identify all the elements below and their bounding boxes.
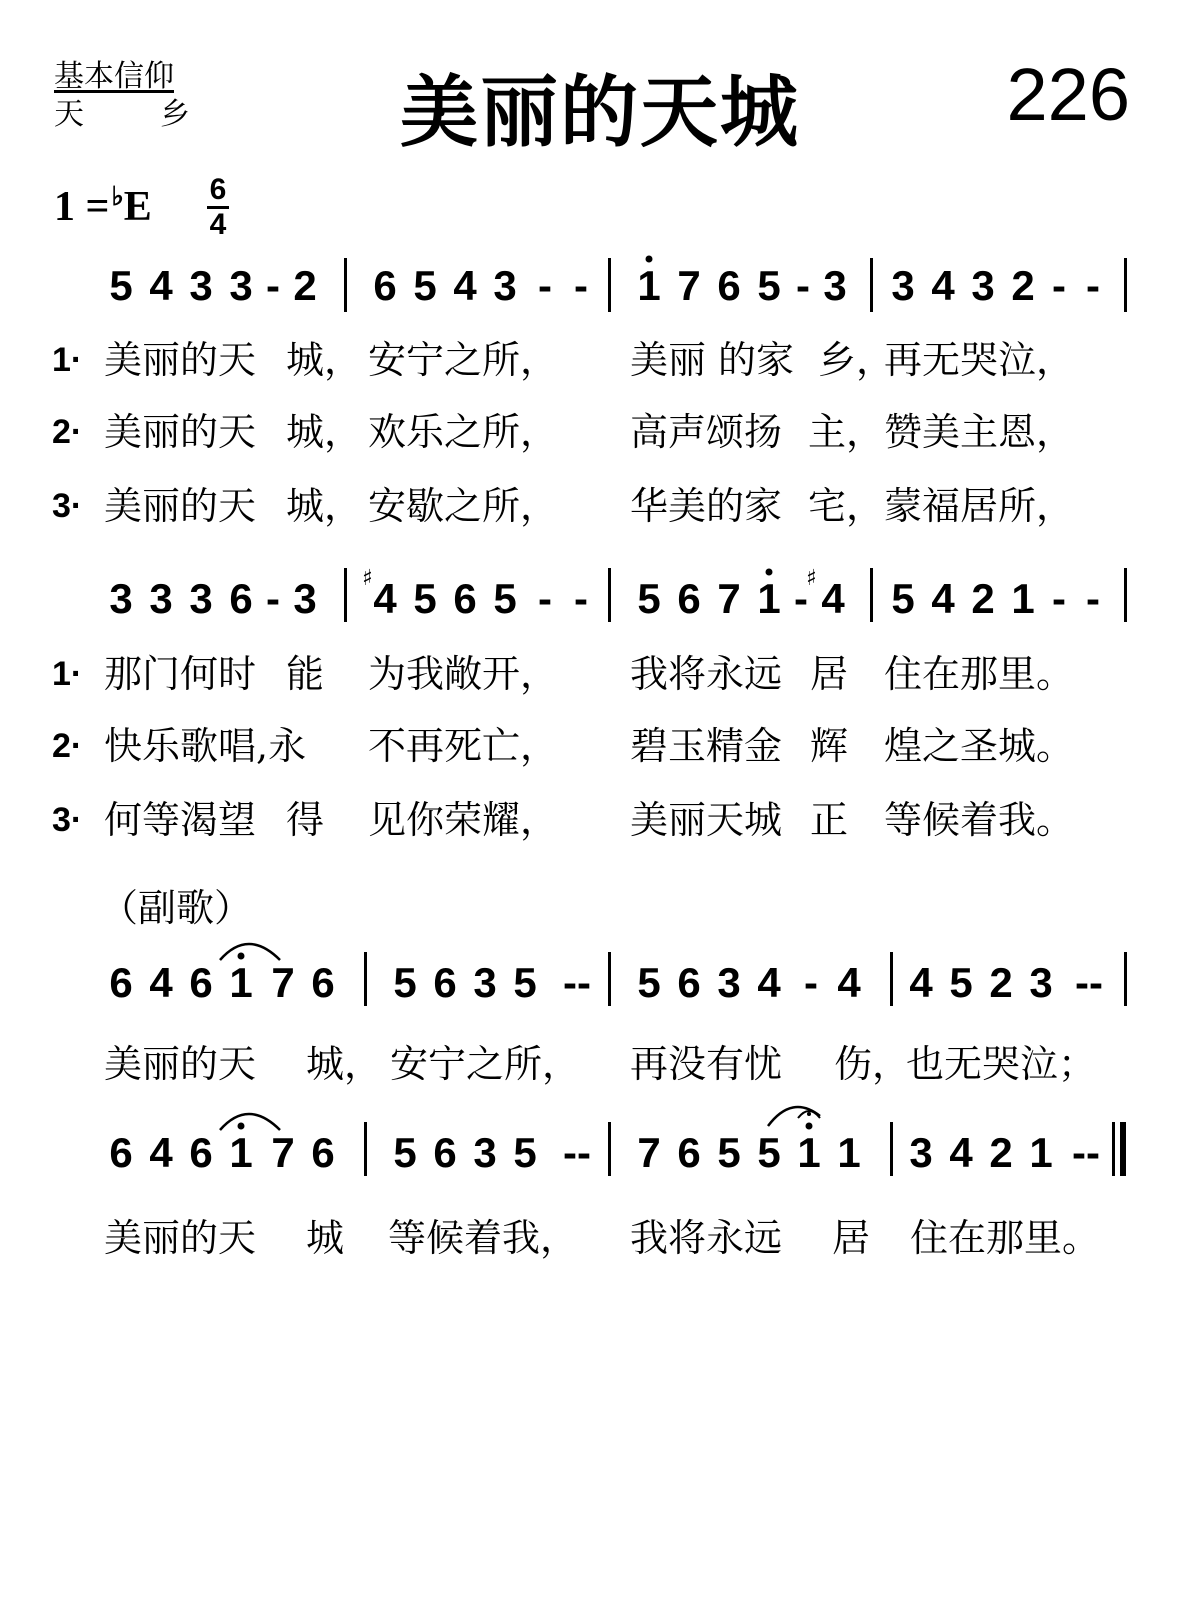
dash: - — [1052, 262, 1066, 309]
note: 4 — [373, 575, 397, 622]
note: 6 — [311, 959, 335, 1006]
lyric: 赞美主恩， — [884, 410, 1075, 454]
time-signature-bottom: 4 — [209, 208, 227, 241]
note: 5 — [717, 1129, 741, 1176]
note: 5 — [109, 262, 133, 309]
verse-number: 2· — [52, 413, 83, 451]
lyric: 等候着我。 — [884, 798, 1075, 842]
note: 7 — [271, 1129, 295, 1176]
dash: - — [538, 575, 552, 622]
lyric: 我将永远 — [630, 652, 783, 696]
note: 6 — [189, 959, 213, 1006]
note: 5 — [949, 959, 973, 1006]
dash: -- — [1075, 959, 1103, 1006]
note: 6 — [717, 262, 741, 309]
note: 4 — [757, 959, 781, 1006]
note: 5 — [393, 1129, 417, 1176]
note: 5 — [413, 575, 437, 622]
lyric: 再无哭泣， — [884, 338, 1075, 382]
lyric: 我将永远 — [630, 1216, 783, 1260]
note: 5 — [513, 1129, 537, 1176]
note: 3 — [473, 959, 497, 1006]
sharp-sign: ♯ — [362, 566, 373, 591]
note: 2 — [989, 1129, 1013, 1176]
lyric: 何等渴望 — [104, 798, 257, 842]
note: 2 — [971, 575, 995, 622]
lyric: 见你荣耀， — [368, 798, 559, 842]
note: 5 — [493, 575, 517, 622]
note: 3 — [823, 262, 847, 309]
lyric: 等候着我， — [388, 1216, 579, 1260]
note: 3 — [717, 959, 741, 1006]
verse-number: 1· — [52, 655, 83, 693]
verse-number: 2· — [52, 727, 83, 765]
note: 3 — [473, 1129, 497, 1176]
note-high-1: 1 — [637, 262, 661, 309]
dash: - — [796, 262, 810, 309]
verse-number: 3· — [52, 487, 83, 525]
note: 2 — [1011, 262, 1035, 309]
note: 3 — [293, 575, 317, 622]
hymn-title: 美丽的天城 — [399, 68, 800, 158]
lyric: 住在那里。 — [910, 1216, 1101, 1260]
lyric: 城， — [306, 1042, 383, 1086]
lyric: 安歇之所， — [368, 484, 559, 528]
dash: - — [538, 262, 552, 309]
sharp-sign: ♯ — [806, 566, 817, 591]
note: 6 — [677, 959, 701, 1006]
note: 2 — [293, 262, 317, 309]
slur — [768, 1107, 820, 1126]
note: 4 — [149, 1129, 173, 1176]
lyric: 美丽的天 — [104, 410, 257, 454]
lyric: 欢乐之所， — [368, 410, 559, 454]
note: 4 — [453, 262, 477, 309]
dash: - — [266, 262, 280, 309]
note: 7 — [271, 959, 295, 1006]
note: 6 — [189, 1129, 213, 1176]
note: 4 — [149, 959, 173, 1006]
note: 1 — [1029, 1129, 1053, 1176]
dash: - — [804, 959, 818, 1006]
note: 6 — [433, 959, 457, 1006]
subcategory-char: 天 — [54, 97, 84, 132]
octave-dot — [646, 256, 653, 263]
time-signature-top: 6 — [209, 173, 227, 206]
refrain-label: （副歌） — [100, 886, 253, 930]
lyric: 城， — [286, 484, 363, 528]
lyric: 美丽的天 — [104, 338, 257, 382]
lyric: 主， — [808, 410, 885, 454]
note: 3 — [971, 262, 995, 309]
slur — [220, 1114, 280, 1130]
lyric: 乡， — [818, 338, 895, 382]
note: 6 — [311, 1129, 335, 1176]
lyric: 快乐歌唱,永 — [104, 724, 307, 768]
octave-dot — [766, 569, 773, 576]
fermata-dot — [807, 1112, 811, 1116]
lyric: 伤， — [834, 1042, 911, 1086]
note: 3 — [891, 262, 915, 309]
dash: -- — [563, 1129, 591, 1176]
note-high-1-fermata: 1 — [797, 1129, 821, 1176]
note: 6 — [109, 1129, 133, 1176]
note: 6 — [373, 262, 397, 309]
lyric: 居 — [810, 652, 849, 696]
note: 6 — [677, 575, 701, 622]
dash: - — [574, 262, 588, 309]
lyric: 正 — [810, 798, 849, 842]
lyric: 城， — [286, 410, 363, 454]
lyric: 住在那里。 — [884, 652, 1075, 696]
dash: - — [1052, 575, 1066, 622]
dash: - — [1086, 262, 1100, 309]
note: 5 — [513, 959, 537, 1006]
note: 3 — [493, 262, 517, 309]
octave-dot — [238, 953, 245, 960]
verse-number: 1· — [52, 341, 83, 379]
octave-dot — [806, 1123, 813, 1130]
lyric: 再没有忧 — [630, 1042, 783, 1086]
lyric: 城， — [286, 338, 363, 382]
lyric: 能 — [286, 652, 325, 696]
note: 6 — [109, 959, 133, 1006]
lyric: 安宁之所， — [368, 338, 559, 382]
lyric: 的家 — [718, 338, 795, 382]
lyric: 高声颂扬 — [630, 410, 783, 454]
note: 2 — [989, 959, 1013, 1006]
note: 5 — [757, 1129, 781, 1176]
lyric: 不再死亡， — [368, 724, 559, 768]
note: 4 — [909, 959, 933, 1006]
note: 5 — [413, 262, 437, 309]
lyric: 美丽 — [630, 338, 707, 382]
hymn-number: 226 — [1006, 53, 1130, 136]
lyric: 也无哭泣； — [906, 1042, 1097, 1086]
note: 3 — [909, 1129, 933, 1176]
note: 7 — [677, 262, 701, 309]
note: 6 — [453, 575, 477, 622]
dash: - — [1086, 575, 1100, 622]
note: 5 — [891, 575, 915, 622]
category-label: 基本信仰 — [54, 59, 174, 94]
lyric: 为我敞开， — [368, 652, 559, 696]
dash: - — [266, 575, 280, 622]
lyric: 宅， — [808, 484, 885, 528]
lyric: 美丽的天 — [104, 484, 257, 528]
lyric: 美丽的天 — [104, 1216, 257, 1260]
lyric: 美丽的天 — [104, 1042, 257, 1086]
dash: -- — [1072, 1129, 1100, 1176]
note: 1 — [837, 1129, 861, 1176]
note: 5 — [637, 959, 661, 1006]
dash: - — [794, 575, 808, 622]
slur — [220, 944, 280, 960]
note: 3 — [109, 575, 133, 622]
lyric: 蒙福居所， — [884, 484, 1075, 528]
flat-sign: ♭ — [111, 182, 124, 211]
lyric: 得 — [286, 798, 325, 842]
note: 3 — [149, 575, 173, 622]
lyric: 居 — [832, 1216, 871, 1260]
verse-number: 3· — [52, 801, 83, 839]
note: 7 — [637, 1129, 661, 1176]
lyric: 煌之圣城。 — [884, 724, 1075, 768]
note: 6 — [433, 1129, 457, 1176]
lyric: 碧玉精金 — [630, 724, 783, 768]
note: 5 — [637, 575, 661, 622]
note: 3 — [1029, 959, 1053, 1006]
note: 4 — [821, 575, 845, 622]
note: 3 — [189, 575, 213, 622]
note: 7 — [717, 575, 741, 622]
key-name: E — [123, 184, 152, 230]
lyric: 美丽天城 — [630, 798, 783, 842]
dash: - — [574, 575, 588, 622]
note: 4 — [931, 262, 955, 309]
note: 5 — [757, 262, 781, 309]
lyric: 城 — [306, 1216, 345, 1260]
note: 4 — [149, 262, 173, 309]
note-high-1: 1 — [229, 959, 253, 1006]
octave-dot — [238, 1123, 245, 1130]
subcategory-char: 乡 — [160, 97, 190, 132]
lyric: 那门何时 — [104, 652, 257, 696]
lyric: 辉 — [810, 724, 849, 768]
note: 4 — [949, 1129, 973, 1176]
note: 4 — [931, 575, 955, 622]
note: 5 — [393, 959, 417, 1006]
note: 1 — [1011, 575, 1035, 622]
note: 3 — [189, 262, 213, 309]
dash: -- — [563, 959, 591, 1006]
note: 6 — [677, 1129, 701, 1176]
note-high-1: 1 — [757, 575, 781, 622]
note-high-1: 1 — [229, 1129, 253, 1176]
key-prefix: 1 = — [54, 184, 110, 230]
note: 3 — [229, 262, 253, 309]
note: 4 — [837, 959, 861, 1006]
lyric: 安宁之所， — [390, 1042, 581, 1086]
lyric: 华美的家 — [630, 484, 783, 528]
note: 6 — [229, 575, 253, 622]
